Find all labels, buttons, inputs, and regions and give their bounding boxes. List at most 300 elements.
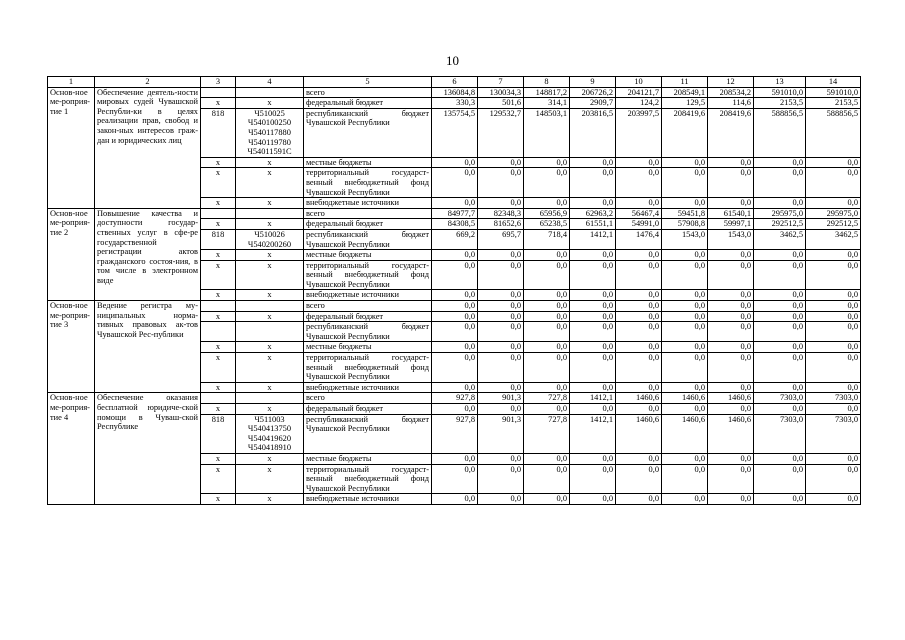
- amount-cell: 0,0: [570, 311, 616, 322]
- amount-cell: 0,0: [662, 198, 708, 209]
- amount-cell: 0,0: [524, 353, 570, 383]
- amount-cell: 0,0: [478, 290, 524, 301]
- amount-cell: 1543,0: [662, 229, 708, 249]
- column-number: 11: [662, 77, 708, 88]
- amount-cell: 0,0: [616, 168, 662, 198]
- table-row: [48, 208, 861, 219]
- amount-cell: 0,0: [432, 342, 478, 353]
- amount-cell: 204121,7: [616, 87, 662, 98]
- amount-cell: 0,0: [806, 353, 861, 383]
- amount-cell: 0,0: [662, 250, 708, 261]
- amount-cell: 0,0: [432, 404, 478, 415]
- funding-source: федеральный бюджет: [304, 98, 432, 109]
- admin-code: [201, 393, 236, 404]
- column-number: 2: [95, 77, 201, 88]
- admin-code: x: [201, 250, 236, 261]
- admin-code: x: [201, 260, 236, 290]
- amount-cell: 114,6: [708, 98, 754, 109]
- amount-cell: 0,0: [806, 494, 861, 505]
- amount-cell: 1460,6: [616, 393, 662, 404]
- amount-cell: 927,8: [432, 393, 478, 404]
- budget-code: x: [236, 382, 304, 393]
- amount-cell: 84977,7: [432, 208, 478, 219]
- amount-cell: 0,0: [478, 157, 524, 168]
- table-body: [48, 77, 861, 505]
- amount-cell: 0,0: [662, 290, 708, 301]
- admin-code: x: [201, 453, 236, 464]
- budget-code: x: [236, 250, 304, 261]
- amount-cell: 0,0: [524, 322, 570, 342]
- budget-code: [236, 87, 304, 98]
- admin-code: 818: [201, 108, 236, 157]
- column-number: 3: [201, 77, 236, 88]
- amount-cell: 148817,2: [524, 87, 570, 98]
- amount-cell: 0,0: [662, 464, 708, 494]
- amount-cell: 0,0: [754, 494, 806, 505]
- admin-code: x: [201, 198, 236, 209]
- amount-cell: 0,0: [478, 464, 524, 494]
- admin-code: 818: [201, 229, 236, 249]
- amount-cell: 0,0: [478, 322, 524, 342]
- amount-cell: 0,0: [524, 301, 570, 312]
- amount-cell: 1412,1: [570, 414, 616, 453]
- column-number: 1: [48, 77, 95, 88]
- amount-cell: 0,0: [432, 322, 478, 342]
- admin-code: x: [201, 494, 236, 505]
- amount-cell: 82348,3: [478, 208, 524, 219]
- column-number: 9: [570, 77, 616, 88]
- funding-source: всего: [304, 208, 432, 219]
- amount-cell: 0,0: [570, 404, 616, 415]
- amount-cell: 1460,6: [616, 414, 662, 453]
- budget-code: x: [236, 98, 304, 109]
- column-number: 7: [478, 77, 524, 88]
- funding-source: внебюджетные источники: [304, 494, 432, 505]
- amount-cell: 203997,5: [616, 108, 662, 157]
- amount-cell: 0,0: [708, 453, 754, 464]
- amount-cell: 0,0: [616, 198, 662, 209]
- amount-cell: 591010,0: [754, 87, 806, 98]
- amount-cell: 0,0: [524, 382, 570, 393]
- amount-cell: 0,0: [806, 311, 861, 322]
- amount-cell: 0,0: [432, 353, 478, 383]
- amount-cell: 0,0: [806, 290, 861, 301]
- amount-cell: 0,0: [754, 168, 806, 198]
- amount-cell: 1412,1: [570, 393, 616, 404]
- amount-cell: 0,0: [478, 342, 524, 353]
- budget-code: x: [236, 198, 304, 209]
- amount-cell: 84308,5: [432, 219, 478, 230]
- amount-cell: 0,0: [806, 198, 861, 209]
- column-number-row: [48, 77, 861, 88]
- funding-source: территориальный государст-венный внебюджетный фонд Чувашской Республики: [304, 168, 432, 198]
- amount-cell: 669,2: [432, 229, 478, 249]
- budget-code: [236, 393, 304, 404]
- amount-cell: 501,6: [478, 98, 524, 109]
- event-number: Основ-ное ме-роприя-тие 3: [48, 301, 95, 393]
- amount-cell: 718,4: [524, 229, 570, 249]
- amount-cell: 0,0: [524, 311, 570, 322]
- amount-cell: 0,0: [806, 260, 861, 290]
- event-description: Обеспечение деятель-ности мировых судей Чувашской Республи-ки в целях реализации прав, свобод и закон-ных интересов граж-дан и юридических лиц: [95, 87, 201, 208]
- amount-cell: 203816,5: [570, 108, 616, 157]
- budget-table: [47, 76, 861, 505]
- amount-cell: 0,0: [806, 168, 861, 198]
- funding-source: республиканский бюджет Чувашской Республики: [304, 414, 432, 453]
- column-number: 10: [616, 77, 662, 88]
- amount-cell: 0,0: [806, 157, 861, 168]
- table-row: [48, 301, 861, 312]
- amount-cell: 295975,0: [754, 208, 806, 219]
- budget-code: x: [236, 464, 304, 494]
- amount-cell: 0,0: [708, 157, 754, 168]
- amount-cell: 0,0: [524, 404, 570, 415]
- admin-code: x: [201, 464, 236, 494]
- admin-code: [201, 87, 236, 98]
- budget-code: x: [236, 453, 304, 464]
- amount-cell: 1543,0: [708, 229, 754, 249]
- amount-cell: 1412,1: [570, 229, 616, 249]
- amount-cell: 61540,1: [708, 208, 754, 219]
- event-number: Основ-ное ме-роприя-тие 2: [48, 208, 95, 300]
- admin-code: x: [201, 290, 236, 301]
- admin-code: x: [201, 98, 236, 109]
- column-number: 8: [524, 77, 570, 88]
- amount-cell: 0,0: [478, 198, 524, 209]
- amount-cell: 0,0: [806, 301, 861, 312]
- amount-cell: 0,0: [708, 464, 754, 494]
- amount-cell: 1476,4: [616, 229, 662, 249]
- amount-cell: 0,0: [616, 494, 662, 505]
- amount-cell: 0,0: [616, 453, 662, 464]
- amount-cell: 62963,2: [570, 208, 616, 219]
- amount-cell: 0,0: [708, 168, 754, 198]
- amount-cell: 901,3: [478, 393, 524, 404]
- amount-cell: 0,0: [570, 464, 616, 494]
- amount-cell: 1460,6: [662, 414, 708, 453]
- amount-cell: 208549,1: [662, 87, 708, 98]
- budget-code: [236, 322, 304, 342]
- amount-cell: 0,0: [616, 250, 662, 261]
- amount-cell: 727,8: [524, 414, 570, 453]
- amount-cell: 7303,0: [806, 414, 861, 453]
- amount-cell: 0,0: [616, 353, 662, 383]
- amount-cell: 0,0: [806, 404, 861, 415]
- budget-code: Ч510026 Ч540200260: [236, 229, 304, 249]
- budget-code: x: [236, 494, 304, 505]
- column-number: 5: [304, 77, 432, 88]
- amount-cell: 0,0: [754, 290, 806, 301]
- amount-cell: 0,0: [570, 301, 616, 312]
- amount-cell: 0,0: [708, 494, 754, 505]
- amount-cell: 0,0: [708, 353, 754, 383]
- amount-cell: 56467,4: [616, 208, 662, 219]
- admin-code: [201, 301, 236, 312]
- funding-source: всего: [304, 301, 432, 312]
- amount-cell: 65956,9: [524, 208, 570, 219]
- amount-cell: 81652,6: [478, 219, 524, 230]
- admin-code: x: [201, 219, 236, 230]
- amount-cell: 0,0: [662, 353, 708, 383]
- funding-source: местные бюджеты: [304, 157, 432, 168]
- amount-cell: 0,0: [570, 494, 616, 505]
- amount-cell: 7303,0: [754, 393, 806, 404]
- amount-cell: 7303,0: [806, 393, 861, 404]
- funding-source: местные бюджеты: [304, 453, 432, 464]
- amount-cell: 0,0: [570, 290, 616, 301]
- funding-source: республиканский бюджет Чувашской Республики: [304, 108, 432, 157]
- amount-cell: 0,0: [616, 290, 662, 301]
- amount-cell: 0,0: [662, 322, 708, 342]
- amount-cell: 0,0: [478, 260, 524, 290]
- amount-cell: 0,0: [478, 453, 524, 464]
- budget-code: x: [236, 311, 304, 322]
- amount-cell: 0,0: [524, 198, 570, 209]
- amount-cell: 135754,5: [432, 108, 478, 157]
- amount-cell: 0,0: [432, 157, 478, 168]
- admin-code: x: [201, 382, 236, 393]
- amount-cell: 0,0: [524, 453, 570, 464]
- event-description: Повышение качества и доступности государ-ственных услуг в сфе-ре государственной регистрации актов гражданского состоя-ния, в том числе в электронном виде: [95, 208, 201, 300]
- amount-cell: 129,5: [662, 98, 708, 109]
- amount-cell: 0,0: [432, 301, 478, 312]
- funding-source: всего: [304, 87, 432, 98]
- amount-cell: 0,0: [708, 250, 754, 261]
- amount-cell: 588856,5: [754, 108, 806, 157]
- amount-cell: 0,0: [570, 250, 616, 261]
- amount-cell: 208419,6: [708, 108, 754, 157]
- amount-cell: 0,0: [662, 260, 708, 290]
- amount-cell: 0,0: [806, 250, 861, 261]
- amount-cell: 0,0: [524, 342, 570, 353]
- amount-cell: 0,0: [432, 250, 478, 261]
- event-number: Основ-ное ме-роприя-тие 1: [48, 87, 95, 208]
- amount-cell: 0,0: [708, 311, 754, 322]
- amount-cell: 0,0: [524, 250, 570, 261]
- amount-cell: 2153,5: [754, 98, 806, 109]
- amount-cell: 0,0: [524, 168, 570, 198]
- table-row: [48, 393, 861, 404]
- event-description: Ведение регистра му-ниципальных норма-тивных правовых ак-тов Чувашской Рес-публики: [95, 301, 201, 393]
- amount-cell: 0,0: [524, 290, 570, 301]
- amount-cell: 330,3: [432, 98, 478, 109]
- amount-cell: 208419,6: [662, 108, 708, 157]
- amount-cell: 206726,2: [570, 87, 616, 98]
- funding-source: местные бюджеты: [304, 342, 432, 353]
- budget-code: [236, 208, 304, 219]
- amount-cell: 0,0: [478, 250, 524, 261]
- amount-cell: 0,0: [570, 322, 616, 342]
- amount-cell: 0,0: [708, 342, 754, 353]
- amount-cell: 0,0: [524, 464, 570, 494]
- budget-code: x: [236, 260, 304, 290]
- admin-code: x: [201, 342, 236, 353]
- amount-cell: 0,0: [662, 494, 708, 505]
- amount-cell: 0,0: [432, 311, 478, 322]
- amount-cell: 0,0: [616, 301, 662, 312]
- amount-cell: 0,0: [754, 342, 806, 353]
- amount-cell: 130034,3: [478, 87, 524, 98]
- amount-cell: 129532,7: [478, 108, 524, 157]
- amount-cell: 927,8: [432, 414, 478, 453]
- amount-cell: 0,0: [478, 353, 524, 383]
- column-number: 12: [708, 77, 754, 88]
- amount-cell: 0,0: [432, 453, 478, 464]
- amount-cell: 0,0: [754, 260, 806, 290]
- budget-code: x: [236, 168, 304, 198]
- admin-code: x: [201, 311, 236, 322]
- amount-cell: 292512,5: [806, 219, 861, 230]
- column-number: 4: [236, 77, 304, 88]
- amount-cell: 0,0: [662, 404, 708, 415]
- amount-cell: 0,0: [754, 382, 806, 393]
- funding-source: территориальный государст-венный внебюджетный фонд Чувашской Республики: [304, 353, 432, 383]
- amount-cell: 54991,0: [616, 219, 662, 230]
- amount-cell: 0,0: [662, 382, 708, 393]
- amount-cell: 0,0: [754, 157, 806, 168]
- amount-cell: 0,0: [806, 342, 861, 353]
- event-number: Основ-ное ме-роприя-тие 4: [48, 393, 95, 505]
- amount-cell: 0,0: [432, 382, 478, 393]
- amount-cell: 0,0: [524, 494, 570, 505]
- amount-cell: 0,0: [662, 453, 708, 464]
- column-number: 13: [754, 77, 806, 88]
- budget-code: Ч511003 Ч540413750 Ч540419620 Ч540418910: [236, 414, 304, 453]
- amount-cell: 0,0: [806, 382, 861, 393]
- funding-source: федеральный бюджет: [304, 404, 432, 415]
- funding-source: республиканский бюджет Чувашской Республики: [304, 229, 432, 249]
- budget-code: x: [236, 404, 304, 415]
- amount-cell: 0,0: [478, 168, 524, 198]
- funding-source: федеральный бюджет: [304, 311, 432, 322]
- amount-cell: 0,0: [432, 464, 478, 494]
- amount-cell: 0,0: [708, 404, 754, 415]
- funding-source: территориальный государст-венный внебюджетный фонд Чувашской Республики: [304, 464, 432, 494]
- column-number: 14: [806, 77, 861, 88]
- event-description: Обеспечение оказания бесплатной юридиче-ской помощи в Чуваш-ской Республике: [95, 393, 201, 505]
- amount-cell: 57908,8: [662, 219, 708, 230]
- amount-cell: 0,0: [662, 301, 708, 312]
- amount-cell: 0,0: [662, 311, 708, 322]
- amount-cell: 0,0: [478, 301, 524, 312]
- budget-code: x: [236, 342, 304, 353]
- funding-source: федеральный бюджет: [304, 219, 432, 230]
- amount-cell: 0,0: [570, 353, 616, 383]
- amount-cell: 0,0: [708, 198, 754, 209]
- amount-cell: 7303,0: [754, 414, 806, 453]
- amount-cell: 148503,1: [524, 108, 570, 157]
- amount-cell: 0,0: [570, 382, 616, 393]
- amount-cell: 0,0: [754, 404, 806, 415]
- column-number: 6: [432, 77, 478, 88]
- admin-code: x: [201, 353, 236, 383]
- amount-cell: 0,0: [432, 290, 478, 301]
- admin-code: [201, 322, 236, 342]
- amount-cell: 0,0: [432, 494, 478, 505]
- amount-cell: 0,0: [754, 453, 806, 464]
- amount-cell: 0,0: [754, 322, 806, 342]
- amount-cell: 0,0: [754, 198, 806, 209]
- amount-cell: 295975,0: [806, 208, 861, 219]
- amount-cell: 0,0: [432, 168, 478, 198]
- admin-code: x: [201, 157, 236, 168]
- amount-cell: 2153,5: [806, 98, 861, 109]
- amount-cell: 0,0: [806, 322, 861, 342]
- budget-code: x: [236, 353, 304, 383]
- amount-cell: 3462,5: [806, 229, 861, 249]
- amount-cell: 0,0: [754, 301, 806, 312]
- budget-code: x: [236, 219, 304, 230]
- amount-cell: 0,0: [570, 198, 616, 209]
- amount-cell: 0,0: [570, 453, 616, 464]
- amount-cell: 3462,5: [754, 229, 806, 249]
- amount-cell: 0,0: [432, 260, 478, 290]
- amount-cell: 0,0: [616, 404, 662, 415]
- amount-cell: 0,0: [754, 250, 806, 261]
- amount-cell: 0,0: [570, 157, 616, 168]
- amount-cell: 1460,6: [662, 393, 708, 404]
- amount-cell: 292512,5: [754, 219, 806, 230]
- funding-source: республиканский бюджет Чувашской Республики: [304, 322, 432, 342]
- amount-cell: 124,2: [616, 98, 662, 109]
- amount-cell: 2909,7: [570, 98, 616, 109]
- amount-cell: 727,8: [524, 393, 570, 404]
- budget-code: x: [236, 157, 304, 168]
- amount-cell: 0,0: [662, 168, 708, 198]
- page-number: 10: [446, 53, 459, 68]
- amount-cell: 0,0: [708, 301, 754, 312]
- amount-cell: 0,0: [570, 260, 616, 290]
- amount-cell: 0,0: [616, 382, 662, 393]
- admin-code: x: [201, 168, 236, 198]
- table-row: [48, 87, 861, 98]
- amount-cell: 0,0: [754, 464, 806, 494]
- funding-source: внебюджетные источники: [304, 290, 432, 301]
- amount-cell: 0,0: [432, 198, 478, 209]
- amount-cell: 901,3: [478, 414, 524, 453]
- amount-cell: 59997,1: [708, 219, 754, 230]
- amount-cell: 1460,6: [708, 414, 754, 453]
- amount-cell: 0,0: [524, 260, 570, 290]
- budget-code: Ч510025 Ч540100250 Ч540117880 Ч540119780 Ч54011591С: [236, 108, 304, 157]
- amount-cell: 0,0: [616, 311, 662, 322]
- amount-cell: 314,1: [524, 98, 570, 109]
- funding-source: внебюджетные источники: [304, 198, 432, 209]
- amount-cell: 588856,5: [806, 108, 861, 157]
- funding-source: местные бюджеты: [304, 250, 432, 261]
- amount-cell: 0,0: [616, 322, 662, 342]
- amount-cell: 136084,8: [432, 87, 478, 98]
- admin-code: 818: [201, 414, 236, 453]
- amount-cell: 0,0: [662, 157, 708, 168]
- funding-source: внебюджетные источники: [304, 382, 432, 393]
- budget-code: [236, 301, 304, 312]
- amount-cell: 0,0: [708, 290, 754, 301]
- amount-cell: 0,0: [570, 168, 616, 198]
- amount-cell: 0,0: [662, 342, 708, 353]
- amount-cell: 0,0: [806, 453, 861, 464]
- amount-cell: 0,0: [524, 157, 570, 168]
- amount-cell: 65238,5: [524, 219, 570, 230]
- funding-source: территориальный государст-венный внебюджетный фонд Чувашской Республики: [304, 260, 432, 290]
- amount-cell: 0,0: [616, 342, 662, 353]
- amount-cell: 61551,1: [570, 219, 616, 230]
- amount-cell: 0,0: [806, 464, 861, 494]
- amount-cell: 0,0: [616, 464, 662, 494]
- admin-code: x: [201, 404, 236, 415]
- amount-cell: 0,0: [478, 382, 524, 393]
- amount-cell: 0,0: [708, 382, 754, 393]
